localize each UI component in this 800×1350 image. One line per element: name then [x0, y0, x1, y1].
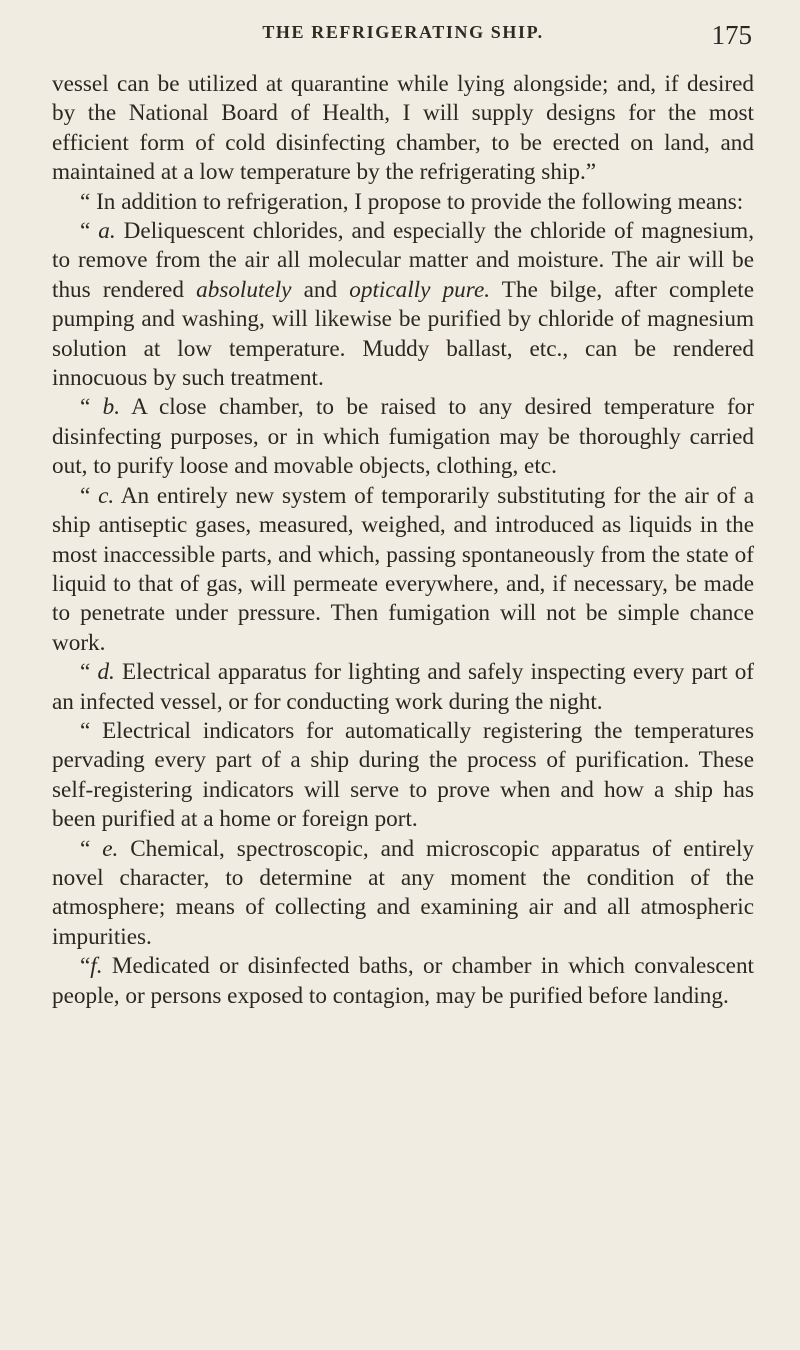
body-text: [52, 70, 754, 1011]
paragraph-item-f: [52, 952, 754, 1011]
item-letter: e.: [102, 835, 119, 862]
paragraph-text: Medicated or disinfected baths, or chamber in which convalescent people, or persons exposed to contagion, may be purified before landing.: [52, 953, 754, 1009]
item-letter: b.: [102, 394, 121, 421]
page-number: 175: [711, 20, 752, 50]
paragraph-item-c: [52, 482, 754, 658]
emphasis-absolutely: absolutely: [196, 276, 292, 303]
paragraph-continuation: [52, 70, 754, 188]
paragraph-item-d: [52, 658, 754, 717]
paragraph-item-a: [52, 217, 754, 393]
paragraph-text: “ In addition to refrigeration, I propose to provide the following means:: [80, 188, 744, 215]
paragraph-text: Chemical, spectroscopic, and microscopic apparatus of entirely novel character, to determine at any moment the condition of the atmosphere; means of collecting and examining air and all atmospheric impurities.: [52, 835, 754, 950]
opening-quote: “: [80, 835, 103, 862]
page-header: [52, 16, 754, 70]
opening-quote: “: [80, 659, 98, 686]
paragraph-text: “ Electrical indicators for automatically registering the temperatures pervading every part of a ship during the process of purification. These self-registering indicators will serve to prove when and how a ship has been purified at a home or foreign port.: [52, 717, 754, 833]
item-letter: d.: [97, 659, 115, 686]
opening-quote: “: [80, 394, 103, 421]
paragraph-text: A close chamber, to be raised to any desired temperature for disinfecting purposes, or in which fumigation may be thoroughly carried out, to purify loose and movable objects, clothing, etc.: [52, 394, 755, 480]
item-letter: f.: [90, 953, 103, 980]
paragraph-electrical-indicators: [52, 717, 754, 835]
paragraph-item-e: [52, 835, 754, 953]
paragraph-text: and: [291, 276, 350, 303]
paragraph-text: The bilge, after complete pumping and washing, will likewise be purified by chloride of magnesium solution at low temperature. Muddy ballast, etc., can be rendered innocuous by such treatment.: [52, 276, 755, 392]
paragraph-introduction: [52, 188, 754, 217]
paragraph-text: Deliquescent chlorides, and especially the chloride of magnesium, to remove from the air all molecular matter and moisture. The air will be thus rendered: [52, 218, 754, 303]
paragraph-text: vessel can be utilized at quarantine while lying alongside; and, if desired by the National Board of Health, I will supply designs for the most efficient form of cold disinfecting chamber, to be erected on land, and maintained at a low temperature by the refrigerating ship.”: [52, 71, 754, 186]
item-letter: c.: [98, 482, 115, 509]
paragraph-text: Electrical apparatus for lighting and safely inspecting every part of an infected vessel, or for conducting work during the night.: [52, 659, 755, 715]
opening-quote: “: [80, 482, 99, 509]
opening-quote: “: [80, 218, 99, 245]
emphasis-optically-pure: optically pure.: [349, 276, 491, 303]
paragraph-text: An entirely new system of temporarily substituting for the air of a ship antiseptic gases, measured, weighed, and introduced as liquids in the most inaccessible parts, and which, passing spontaneously from the state of liquid to that of gas, will permeate everywhere, and, if necessary, be made to penetrate under pressure. Then fumigation will not be simple chance work.: [52, 482, 754, 656]
paragraph-item-b: [52, 393, 754, 481]
opening-quote: “: [80, 953, 91, 980]
item-letter: a.: [98, 218, 116, 245]
running-head: THE REFRIGERATING SHIP.: [262, 22, 544, 42]
